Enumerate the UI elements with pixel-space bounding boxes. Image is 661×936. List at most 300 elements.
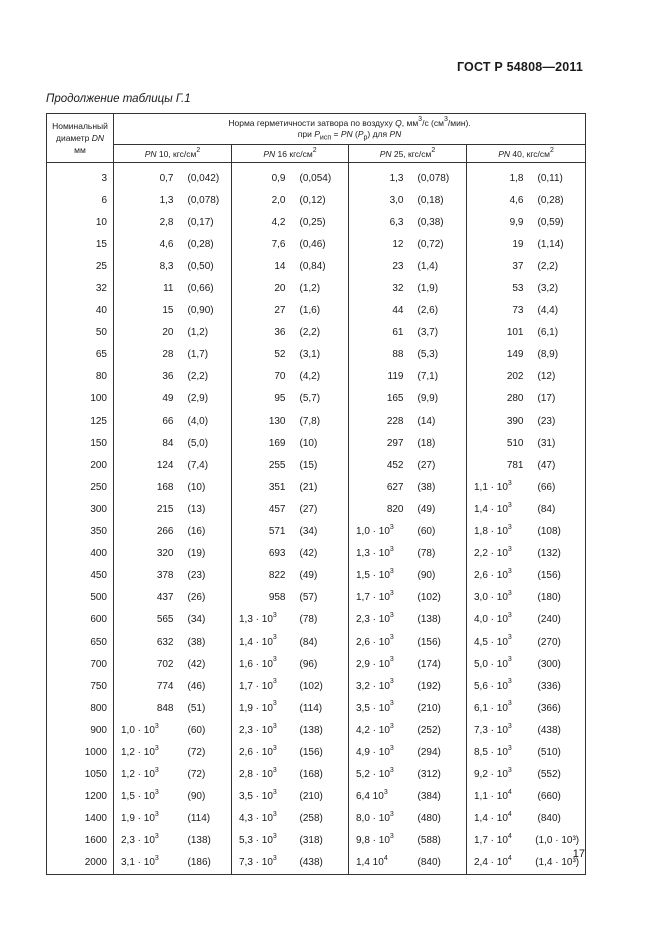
flow-cm3-cell: (2,2) <box>180 366 232 388</box>
flow-cm3-cell: (294) <box>410 741 467 763</box>
exponent: 3 <box>389 810 394 818</box>
flow-cm3-cell: (84) <box>292 631 349 653</box>
flow-mm3-value: 266 <box>156 526 174 538</box>
flow-cm3-cell: (96) <box>292 653 349 675</box>
exponent: 3 <box>272 678 277 686</box>
flow-mm3-value: 2,8 <box>159 216 174 228</box>
flow-mm3-value: 70 <box>274 371 286 383</box>
flow-cm3-cell: (7,8) <box>292 410 349 432</box>
flow-mm3-value: 168 <box>156 481 174 493</box>
flow-mm3-value: 228 <box>386 415 404 427</box>
flow-mm3-cell <box>114 476 180 498</box>
flow-cm3-cell: (384) <box>410 786 467 808</box>
dn-cell: 250 <box>47 476 114 498</box>
flow-mm3-value: 7,3 · 10 <box>474 724 508 736</box>
flow-mm3-cell <box>232 233 292 255</box>
flow-mm3-cell <box>467 410 530 432</box>
flow-mm3-value: 1,4 10 <box>356 857 384 869</box>
table-row <box>47 675 586 697</box>
flow-mm3-cell <box>467 543 530 565</box>
flow-mm3-cell <box>467 653 530 675</box>
flow-mm3-value: 4,5 · 10 <box>474 636 508 648</box>
flow-mm3-cell <box>349 808 410 830</box>
flow-mm3-value: 702 <box>156 658 174 670</box>
flow-mm3-cell <box>232 521 292 543</box>
flow-mm3-cell <box>467 675 530 697</box>
leakage-norm-table <box>46 113 586 875</box>
flow-mm3-cell <box>232 852 292 875</box>
exponent: 3 <box>507 634 512 642</box>
exponent: 4 <box>507 833 512 841</box>
norm2-pp: P <box>357 129 364 139</box>
flow-mm3-cell <box>114 344 180 366</box>
flow-mm3-value: 437 <box>156 592 174 604</box>
flow-mm3-cell <box>467 454 530 476</box>
pn-label: 25, кгс/см <box>391 148 432 159</box>
flow-mm3-value: 1,9 · 10 <box>121 813 155 825</box>
dn-cell: 450 <box>47 565 114 587</box>
flow-mm3-cell <box>114 322 180 344</box>
pn-sup: 2 <box>549 146 554 154</box>
flow-cm3-cell: (26) <box>180 587 232 609</box>
flow-mm3-value: 2,9 · 10 <box>356 658 390 670</box>
flow-cm3-cell: (480) <box>410 808 467 830</box>
flow-mm3-cell <box>467 764 530 786</box>
dn-header-line2: диаметр <box>56 133 92 143</box>
flow-cm3-cell: (18) <box>410 432 467 454</box>
flow-mm3-cell <box>467 388 530 410</box>
flow-mm3-value: 1,3 <box>159 194 174 206</box>
exponent: 3 <box>154 766 159 774</box>
pn-sup: 2 <box>196 146 201 154</box>
flow-cm3-cell: (9,9) <box>410 388 467 410</box>
flow-mm3-cell <box>467 476 530 498</box>
norm-text-b: , мм <box>401 118 419 128</box>
flow-mm3-cell <box>467 255 530 277</box>
flow-mm3-value: 6,1 · 10 <box>474 702 508 714</box>
table-row <box>47 366 586 388</box>
dn-cell: 1600 <box>47 830 114 852</box>
flow-cm3-cell: (13) <box>180 498 232 520</box>
flow-cm3-cell: (34) <box>292 521 349 543</box>
exponent: 3 <box>389 634 394 642</box>
flow-cm3-cell: (57) <box>292 587 349 609</box>
flow-cm3-cell: (270) <box>530 631 586 653</box>
flow-mm3-cell <box>232 498 292 520</box>
flow-cm3-cell: (23) <box>180 565 232 587</box>
dn-cell: 65 <box>47 344 114 366</box>
dn-cell: 900 <box>47 719 114 741</box>
norm-text-a: Норма герметичности затвора по воздуху <box>228 118 396 128</box>
flow-mm3-cell <box>349 454 410 476</box>
flow-mm3-value: 5,6 · 10 <box>474 680 508 692</box>
flow-mm3-cell <box>232 344 292 366</box>
flow-mm3-cell <box>114 233 180 255</box>
norm2-text-a: при <box>297 129 315 139</box>
flow-mm3-cell <box>349 344 410 366</box>
flow-cm3-cell: (31) <box>530 432 586 454</box>
exponent: 3 <box>507 766 512 774</box>
flow-mm3-cell <box>114 163 180 190</box>
dn-cell: 1050 <box>47 764 114 786</box>
flow-mm3-value: 5,2 · 10 <box>356 769 390 781</box>
flow-mm3-value: 4,2 · 10 <box>356 724 390 736</box>
flow-cm3-cell: (240) <box>530 609 586 631</box>
pn-label: 10, кгс/см <box>156 148 197 159</box>
table-row <box>47 344 586 366</box>
flow-cm3-cell: (168) <box>292 764 349 786</box>
norm2-text-b: = <box>331 129 341 139</box>
flow-cm3-cell: (510) <box>530 741 586 763</box>
flow-mm3-cell <box>467 366 530 388</box>
flow-cm3-cell: (0,25) <box>292 211 349 233</box>
flow-mm3-cell <box>349 432 410 454</box>
flow-cm3-cell: (0,18) <box>410 189 467 211</box>
flow-cm3-cell: (10) <box>180 476 232 498</box>
flow-cm3-cell: (60) <box>410 521 467 543</box>
flow-mm3-cell <box>467 830 530 852</box>
flow-mm3-value: 3,0 · 10 <box>474 592 508 604</box>
exponent: 3 <box>389 678 394 686</box>
dn-cell: 6 <box>47 189 114 211</box>
flow-mm3-value: 571 <box>268 526 286 538</box>
flow-mm3-cell <box>232 609 292 631</box>
flow-cm3-cell: (27) <box>410 454 467 476</box>
flow-cm3-cell: (14) <box>410 410 467 432</box>
flow-cm3-cell: (1,7) <box>180 344 232 366</box>
dn-cell: 3 <box>47 163 114 190</box>
flow-mm3-value: 20 <box>274 283 286 295</box>
flow-mm3-value: 23 <box>392 260 404 272</box>
dn-cell: 700 <box>47 653 114 675</box>
flow-mm3-value: 280 <box>506 393 524 405</box>
table-row <box>47 277 586 299</box>
flow-mm3-cell <box>467 741 530 763</box>
flow-mm3-value: 0,7 <box>159 172 174 184</box>
flow-mm3-value: 8,0 · 10 <box>356 813 390 825</box>
flow-mm3-cell <box>349 609 410 631</box>
exponent: 3 <box>389 744 394 752</box>
pn16-header <box>232 145 349 163</box>
flow-mm3-cell <box>114 609 180 631</box>
exponent: 3 <box>383 788 388 796</box>
flow-cm3-cell: (138) <box>410 609 467 631</box>
flow-mm3-value: 1,3 <box>389 172 404 184</box>
flow-mm3-value: 9,8 · 10 <box>356 835 390 847</box>
flow-cm3-cell: (588) <box>410 830 467 852</box>
flow-mm3-cell <box>232 211 292 233</box>
flow-mm3-cell <box>467 631 530 653</box>
flow-cm3-cell: (660) <box>530 786 586 808</box>
exponent: 4 <box>507 855 512 863</box>
flow-cm3-cell: (51) <box>180 697 232 719</box>
flow-cm3-cell: (1,14) <box>530 233 586 255</box>
exponent: 3 <box>507 567 512 575</box>
flow-mm3-value: 7,6 <box>271 238 286 250</box>
pn-sym: PN <box>379 148 392 159</box>
flow-mm3-cell <box>349 366 410 388</box>
flow-mm3-cell <box>467 697 530 719</box>
flow-cm3-cell: (1,2) <box>292 277 349 299</box>
flow-mm3-cell <box>114 565 180 587</box>
flow-mm3-cell <box>349 719 410 741</box>
norm2-p: P <box>314 129 320 139</box>
flow-mm3-value: 130 <box>268 415 286 427</box>
pn40-header <box>467 145 586 163</box>
flow-cm3-cell: (84) <box>530 498 586 520</box>
flow-mm3-cell <box>114 543 180 565</box>
flow-mm3-value: 378 <box>156 570 174 582</box>
dn-cell: 750 <box>47 675 114 697</box>
flow-mm3-cell <box>232 543 292 565</box>
flow-mm3-value: 73 <box>512 305 524 317</box>
flow-mm3-value: 4,0 · 10 <box>474 614 508 626</box>
flow-mm3-cell <box>114 255 180 277</box>
flow-mm3-value: 8,3 <box>159 260 174 272</box>
table-row <box>47 741 586 763</box>
pn-sup: 2 <box>431 146 436 154</box>
flow-mm3-cell <box>349 786 410 808</box>
exponent: 3 <box>507 744 512 752</box>
flow-cm3-cell: (156) <box>292 741 349 763</box>
flow-mm3-cell <box>114 410 180 432</box>
flow-mm3-cell <box>114 808 180 830</box>
table-row <box>47 163 586 190</box>
dn-cell: 1400 <box>47 808 114 830</box>
dn-cell: 600 <box>47 609 114 631</box>
flow-mm3-value: 101 <box>506 327 524 339</box>
flow-cm3-cell: (78) <box>410 543 467 565</box>
flow-cm3-cell: (0,66) <box>180 277 232 299</box>
flow-mm3-cell <box>232 410 292 432</box>
flow-mm3-cell <box>114 653 180 675</box>
flow-cm3-cell: (38) <box>410 476 467 498</box>
flow-cm3-cell: (49) <box>410 498 467 520</box>
flow-mm3-value: 4,9 · 10 <box>356 746 390 758</box>
flow-mm3-cell <box>349 565 410 587</box>
flow-mm3-cell <box>114 277 180 299</box>
table-row <box>47 852 586 875</box>
table-row <box>47 786 586 808</box>
flow-cm3-cell: (312) <box>410 764 467 786</box>
flow-cm3-cell: (156) <box>410 631 467 653</box>
dn-cell: 1000 <box>47 741 114 763</box>
flow-mm3-cell <box>114 631 180 653</box>
flow-mm3-cell <box>349 764 410 786</box>
flow-cm3-cell: (6,1) <box>530 322 586 344</box>
flow-mm3-value: 1,7 · 10 <box>474 835 508 847</box>
table-row <box>47 609 586 631</box>
norm-text-d: /мин). <box>447 118 471 128</box>
pn-sym: PN <box>498 148 511 159</box>
flow-mm3-value: 1,3 · 10 <box>356 548 390 560</box>
flow-mm3-value: 7,3 · 10 <box>239 857 273 869</box>
dn-cell: 25 <box>47 255 114 277</box>
norm2-text-c: ( <box>352 129 358 139</box>
flow-mm3-value: 452 <box>386 459 404 471</box>
exponent: 3 <box>507 479 512 487</box>
flow-mm3-cell <box>232 432 292 454</box>
flow-mm3-cell <box>467 719 530 741</box>
dn-header <box>47 114 114 163</box>
flow-mm3-cell <box>232 189 292 211</box>
flow-cm3-cell: (8,9) <box>530 344 586 366</box>
flow-cm3-cell: (0,84) <box>292 255 349 277</box>
flow-mm3-cell <box>114 764 180 786</box>
dn-cell: 80 <box>47 366 114 388</box>
flow-mm3-cell <box>114 454 180 476</box>
flow-cm3-cell: (210) <box>292 786 349 808</box>
flow-cm3-cell: (186) <box>180 852 232 875</box>
flow-mm3-value: 11 <box>163 283 174 295</box>
flow-cm3-cell: (1,4) <box>410 255 467 277</box>
flow-cm3-cell: (108) <box>530 521 586 543</box>
table-caption: Продолжение таблицы Г.1 <box>46 93 191 105</box>
flow-mm3-cell <box>232 764 292 786</box>
flow-cm3-cell: (0,72) <box>410 233 467 255</box>
flow-cm3-cell: (27) <box>292 498 349 520</box>
flow-cm3-cell: (90) <box>180 786 232 808</box>
flow-cm3-cell: (438) <box>530 719 586 741</box>
flow-mm3-value: 165 <box>386 393 404 405</box>
flow-mm3-value: 1,4 · 10 <box>239 636 273 648</box>
flow-mm3-cell <box>232 631 292 653</box>
flow-mm3-value: 2,2 · 10 <box>474 548 508 560</box>
flow-mm3-cell <box>349 300 410 322</box>
table-row <box>47 211 586 233</box>
flow-mm3-value: 297 <box>386 437 404 449</box>
flow-mm3-value: 5,0 · 10 <box>474 658 508 670</box>
flow-mm3-value: 351 <box>268 481 286 493</box>
flow-mm3-value: 3,1 · 10 <box>121 857 155 869</box>
exponent: 3 <box>272 634 277 642</box>
dn-cell: 32 <box>47 277 114 299</box>
flow-mm3-value: 2,6 · 10 <box>474 570 508 582</box>
flow-mm3-value: 848 <box>156 702 174 714</box>
dn-cell: 2000 <box>47 852 114 875</box>
exponent: 4 <box>507 788 512 796</box>
exponent: 3 <box>507 545 512 553</box>
flow-mm3-cell <box>349 675 410 697</box>
flow-mm3-value: 1,6 · 10 <box>239 658 273 670</box>
flow-cm3-cell: (0,28) <box>530 189 586 211</box>
table-row <box>47 697 586 719</box>
flow-mm3-cell <box>467 521 530 543</box>
flow-mm3-value: 36 <box>274 327 286 339</box>
flow-mm3-value: 6,3 <box>389 216 404 228</box>
exponent: 3 <box>272 700 277 708</box>
flow-cm3-cell: (0,59) <box>530 211 586 233</box>
flow-cm3-cell: (0,17) <box>180 211 232 233</box>
flow-mm3-cell <box>349 211 410 233</box>
table-row <box>47 255 586 277</box>
exponent: 3 <box>389 722 394 730</box>
flow-mm3-value: 320 <box>156 548 174 560</box>
flow-cm3-cell: (3,2) <box>530 277 586 299</box>
pn25-header <box>349 145 467 163</box>
flow-mm3-cell <box>467 808 530 830</box>
norm2-pn2: PN <box>389 129 402 139</box>
flow-mm3-value: 119 <box>387 371 404 383</box>
flow-mm3-cell <box>467 322 530 344</box>
flow-cm3-cell: (102) <box>410 587 467 609</box>
flow-mm3-value: 1,1 · 10 <box>474 791 508 803</box>
flow-mm3-value: 1,4 · 10 <box>474 503 508 515</box>
dn-cell: 300 <box>47 498 114 520</box>
flow-cm3-cell: (0,28) <box>180 233 232 255</box>
flow-mm3-value: 693 <box>268 548 286 560</box>
flow-mm3-cell <box>114 830 180 852</box>
flow-cm3-cell: (552) <box>530 764 586 786</box>
flow-mm3-value: 3,0 <box>389 194 404 206</box>
flow-cm3-cell: (7,1) <box>410 366 467 388</box>
flow-cm3-cell: (3,7) <box>410 322 467 344</box>
flow-mm3-cell <box>232 587 292 609</box>
flow-mm3-value: 32 <box>392 283 404 295</box>
table-row <box>47 764 586 786</box>
flow-mm3-cell <box>349 189 410 211</box>
flow-cm3-cell: (16) <box>180 521 232 543</box>
flow-mm3-value: 9,2 · 10 <box>474 769 508 781</box>
flow-mm3-cell <box>232 454 292 476</box>
flow-mm3-cell <box>349 653 410 675</box>
exponent: 3 <box>507 722 512 730</box>
exponent: 4 <box>507 810 512 818</box>
norm2-sub: исп <box>319 134 332 142</box>
flow-cm3-cell: (1,9) <box>410 277 467 299</box>
flow-cm3-cell: (138) <box>292 719 349 741</box>
flow-mm3-cell <box>114 189 180 211</box>
flow-mm3-value: 95 <box>274 393 286 405</box>
flow-cm3-cell: (34) <box>180 609 232 631</box>
table-row <box>47 653 586 675</box>
flow-mm3-cell <box>349 741 410 763</box>
flow-mm3-value: 1,2 · 10 <box>121 769 155 781</box>
flow-mm3-value: 632 <box>156 636 174 648</box>
exponent: 3 <box>154 788 159 796</box>
flow-mm3-cell <box>467 609 530 631</box>
table-row <box>47 233 586 255</box>
exponent: 3 <box>507 501 512 509</box>
flow-cm3-cell: (156) <box>530 565 586 587</box>
table-row <box>47 631 586 653</box>
flow-mm3-value: 28 <box>162 349 174 361</box>
flow-mm3-value: 1,0 · 10 <box>356 526 390 538</box>
norm2-pn: PN <box>340 129 353 139</box>
table-row <box>47 521 586 543</box>
dn-cell: 125 <box>47 410 114 432</box>
dn-cell: 15 <box>47 233 114 255</box>
flow-cm3-cell: (5,0) <box>180 432 232 454</box>
flow-mm3-value: 822 <box>268 570 286 582</box>
flow-mm3-cell <box>467 344 530 366</box>
flow-cm3-cell: (0,078) <box>410 163 467 190</box>
document-code: ГОСТ Р 54808—2011 <box>456 60 583 74</box>
flow-cm3-cell: (0,12) <box>292 189 349 211</box>
pn-label: 40, кгс/см <box>510 148 550 159</box>
flow-cm3-cell: (42) <box>180 653 232 675</box>
flow-mm3-value: 88 <box>392 349 404 361</box>
flow-cm3-cell: (3,1) <box>292 344 349 366</box>
flow-cm3-cell: (19) <box>180 543 232 565</box>
exponent: 3 <box>154 855 159 863</box>
exponent: 3 <box>154 722 159 730</box>
flow-cm3-cell: (2,2) <box>530 255 586 277</box>
flow-mm3-cell <box>232 830 292 852</box>
flow-mm3-cell <box>232 786 292 808</box>
flow-mm3-cell <box>467 277 530 299</box>
flow-mm3-cell <box>114 498 180 520</box>
